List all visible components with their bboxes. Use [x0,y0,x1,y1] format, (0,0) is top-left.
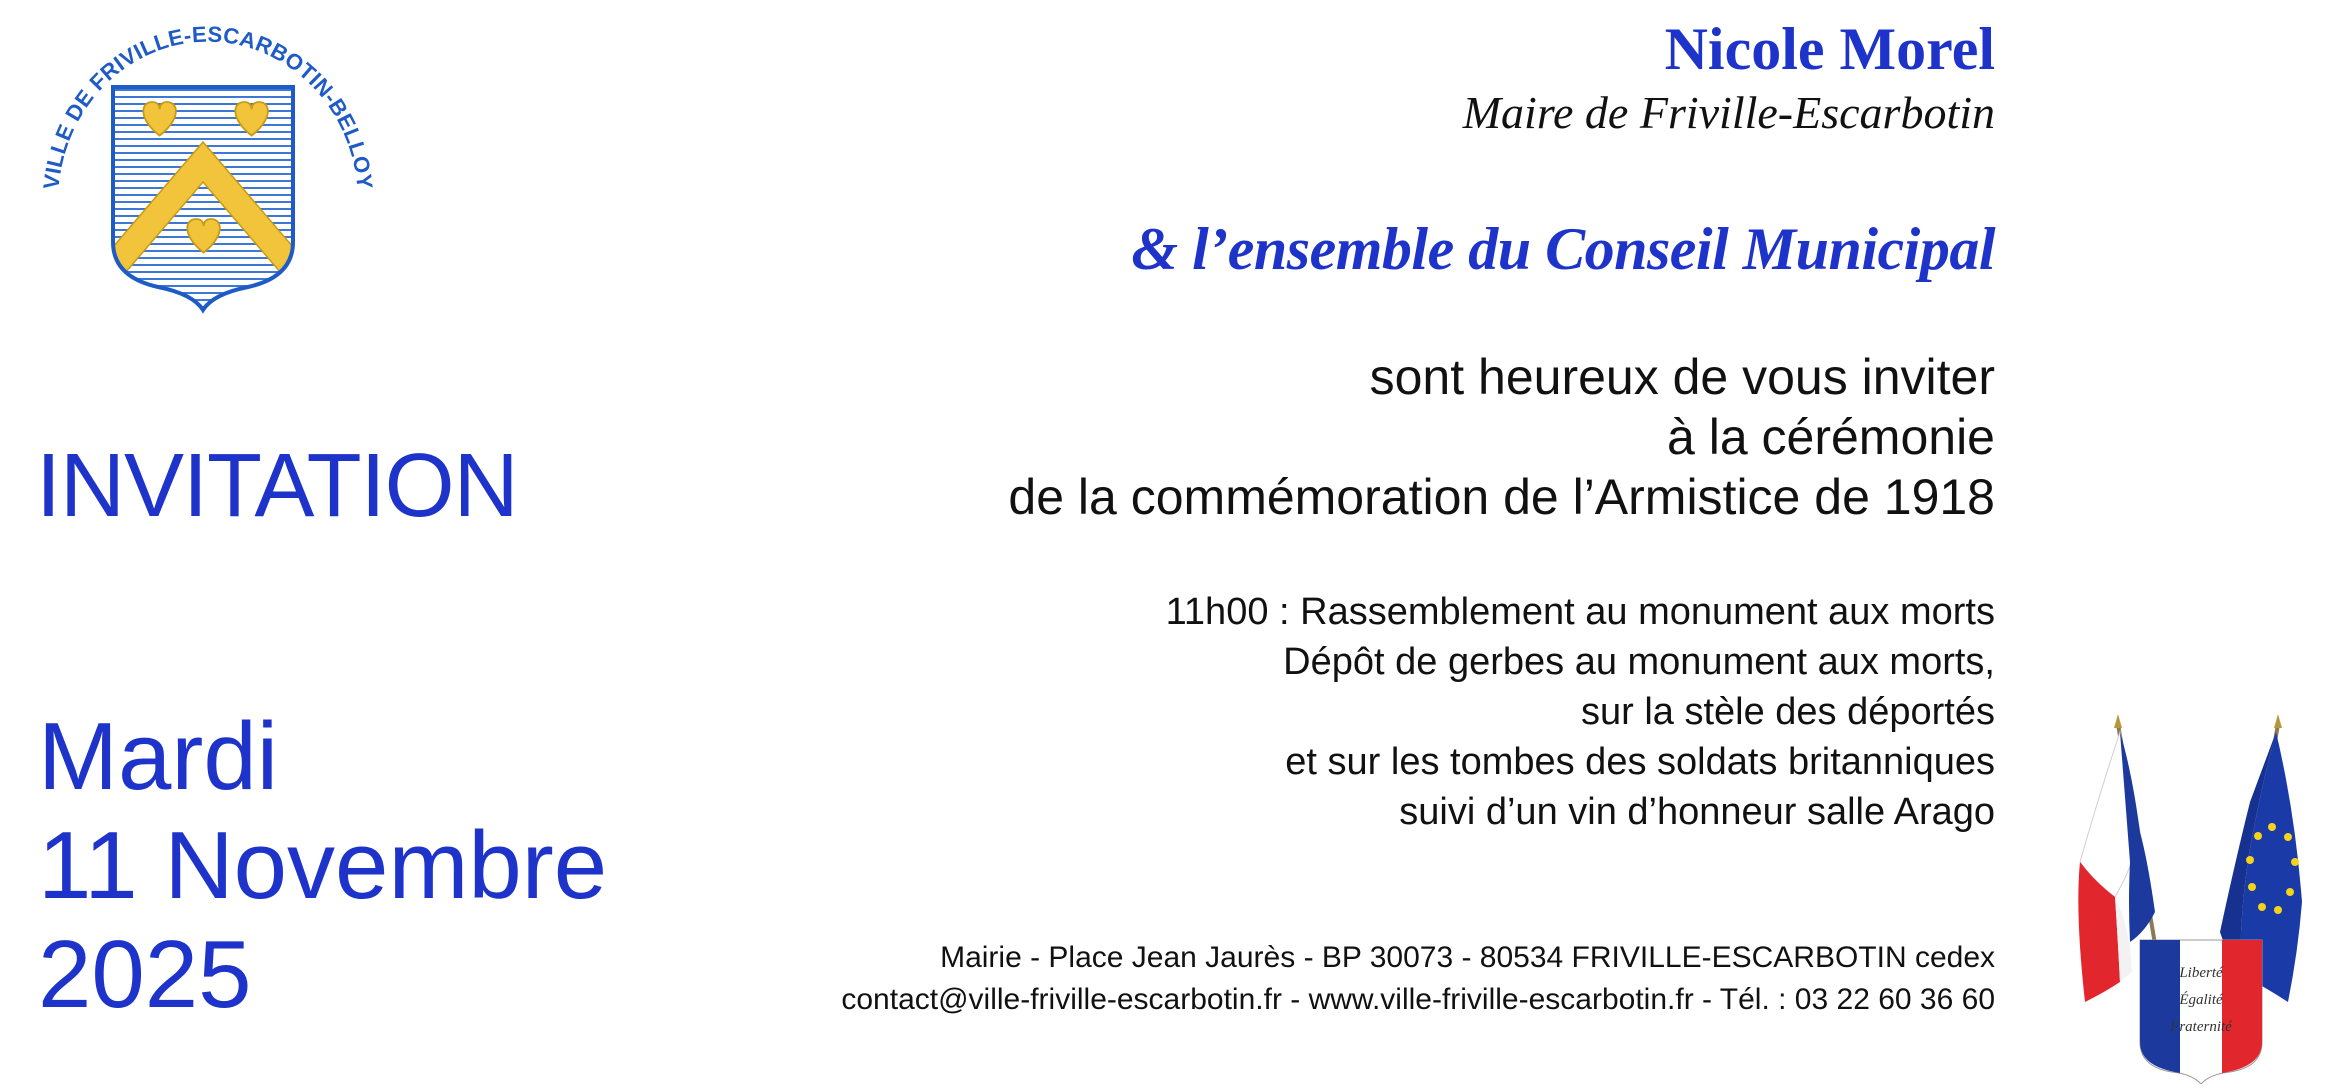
event-date [38,702,607,1029]
flags-icon [2040,712,2320,1084]
schedule-line: sur la stèle des déportés [1580,691,1995,733]
seal-ring-text: VILLE DE FRIVILLE-ESCARBOTIN-BELLOY [38,21,378,191]
schedule-line: 11h00 : Rassemblement au monument aux morts [1165,591,1995,633]
intro-line: à la cérémonie [1667,409,1995,465]
footer-address: Mairie - Place Jean Jaurès - BP 30073 - 80534 FRIVILLE-ESCARBOTIN cedex [940,941,1995,974]
schedule-line: Dépôt de gerbes au monument aux morts, [1283,641,1995,683]
date-day: Mardi [38,703,279,810]
date-year: 2025 [38,921,252,1028]
schedule [1166,587,1995,837]
intro-line: de la commémoration de l’Armistice de 1918 [1008,469,1995,525]
schedule-line: suivi d’un vin d’honneur salle Arago [1399,791,1995,833]
motto-liberte: Liberté [2179,965,2223,981]
motto-fraternite: Fraternité [2170,1019,2232,1035]
footer-contact-line: contact@ville-friville-escarbotin.fr - www.ville-friville-escarbotin.fr - Tél. : 03 22 60 36 60 [841,983,1995,1016]
schedule-line: et sur les tombes des soldats britanniques [1285,741,1995,783]
motto-egalite: Égalité [2179,992,2223,1008]
mayor-name: Nicole Morel [1664,16,1995,82]
invitation-heading: INVITATION [36,436,518,536]
council-line: & l’ensemble du Conseil Municipal [1131,216,1995,282]
invitation-text [1008,347,1995,527]
mayor-title: Maire de Friville-Escarbotin [1462,87,1995,138]
coat-of-arms-icon [28,2,378,322]
date-month: 11 Novembre [38,812,608,919]
footer-contact [841,937,1995,1021]
intro-line: sont heureux de vous inviter [1369,349,1995,405]
